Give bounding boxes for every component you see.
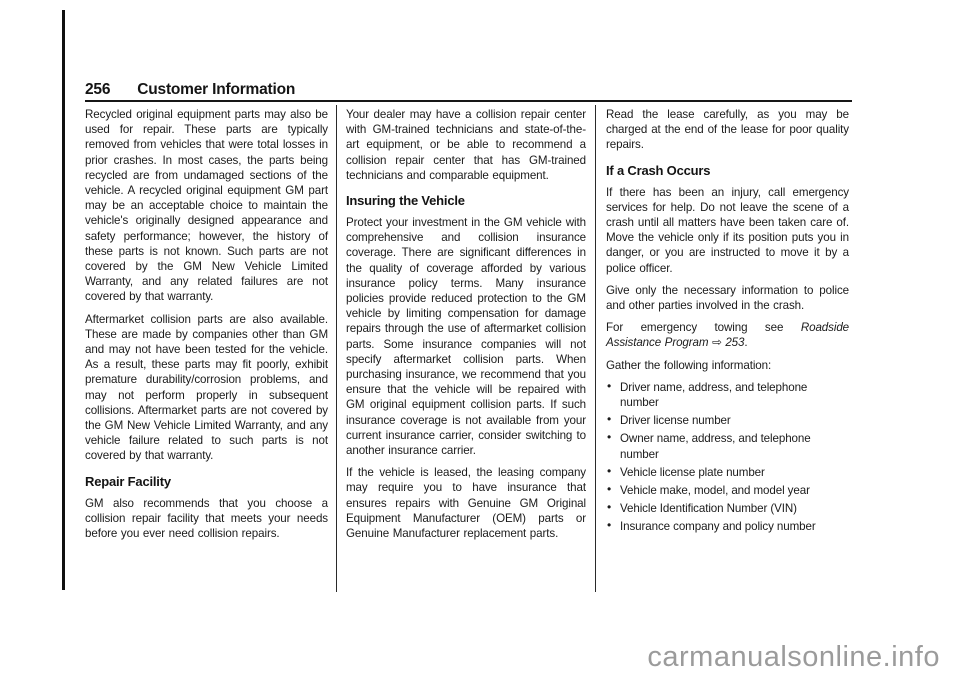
cross-reference-suffix: . bbox=[744, 336, 748, 350]
bullet-icon: • bbox=[607, 430, 612, 445]
list-item-label: Insurance company and policy number bbox=[620, 520, 816, 534]
list-item-insurance-company bbox=[606, 519, 849, 534]
paragraph-leased-vehicle: If the vehicle is leased, the leasing company may require you to have insurance that ensures repairs with Genuine GM Original Equipment Manufacturer (OEM) parts or Genuine Manufacturer replacement parts. bbox=[346, 466, 586, 541]
bullet-icon: • bbox=[607, 412, 612, 427]
page-reference-arrow-icon: ⇨ bbox=[712, 335, 722, 350]
paragraph-insurance-coverage: Protect your investment in the GM vehicle with comprehensive and collision insurance coverage. There are significant differences in the quality of coverage afforded by various insurance policy terms. Many insurance policies provide reduced protection to the GM vehicle by limiting compensation for damage repairs through the use of aftermarket collision parts. Some insurance companies will not specify aftermarket collision parts. When purchasing insurance, we recommend that you ensure that the vehicle will be repaired with GM original equipment collision parts. If such insurance coverage is not available from your current insurance carrier, consider switching to another insurance carrier. bbox=[346, 216, 586, 458]
heading-insuring-the-vehicle: Insuring the Vehicle bbox=[346, 193, 465, 209]
paragraph-dealer-collision-center: Your dealer may have a collision repair center with GM-trained technicians and state-of-the-art equipment, or be able to recommend a collision repair center that has GM-trained technicians and comparable equipment. bbox=[346, 108, 586, 182]
paragraph-aftermarket-parts: Aftermarket collision parts are also available. These are made by companies other than GM and may not have been tested for the vehicle. As a result, these parts may fit poorly, exhibit premature durability/corrosion problems, and may not perform properly in subsequent collisions. Aftermarket parts are not covered by the GM New Vehicle Limited Warranty, and any vehicle failure related to such parts is not covered by that warranty. bbox=[85, 312, 328, 463]
paragraph-crash-instructions: If there has been an injury, call emergency services for help. Do not leave the scene of a crash until all matters have been taken care of. Move the vehicle only if its position puts you in danger, or you are instructed to move it by a police officer. bbox=[606, 185, 849, 275]
list-item-label: Vehicle make, model, and model year bbox=[620, 484, 810, 498]
list-item-vin bbox=[606, 501, 849, 516]
list-item-license-plate bbox=[606, 465, 849, 480]
list-item-make-model bbox=[606, 483, 849, 498]
column-middle bbox=[346, 107, 586, 548]
list-item-driver-license bbox=[606, 413, 849, 428]
bullet-icon: • bbox=[607, 500, 612, 515]
watermark: carmanualsonline.info bbox=[647, 641, 940, 673]
list-item-label: Owner name, address, and telephone number bbox=[620, 432, 811, 461]
bullet-icon: • bbox=[607, 482, 612, 497]
cross-reference-page-number: 253 bbox=[725, 336, 745, 350]
column-left bbox=[85, 107, 328, 548]
bullet-icon: • bbox=[607, 518, 612, 533]
bullet-icon: • bbox=[607, 378, 612, 393]
page-edge-line bbox=[62, 10, 65, 590]
information-list bbox=[606, 380, 849, 535]
heading-repair-facility: Repair Facility bbox=[85, 473, 171, 489]
heading-if-a-crash-occurs: If a Crash Occurs bbox=[606, 162, 711, 178]
list-item-driver-name bbox=[606, 380, 849, 410]
list-item-label: Vehicle license plate number bbox=[620, 465, 765, 479]
column-divider bbox=[336, 105, 337, 592]
cross-reference-title: Roadside Assistance Program bbox=[606, 321, 850, 350]
page-title: Customer Information bbox=[137, 81, 296, 98]
paragraph-gather-information: Gather the following information: bbox=[606, 358, 772, 372]
column-right bbox=[606, 107, 849, 538]
list-item-label: Driver license number bbox=[620, 414, 731, 428]
paragraph-repair-facility: GM also recommends that you choose a collision repair facility that meets your needs before you ever need collision repairs. bbox=[85, 496, 328, 541]
cross-reference-towing bbox=[606, 320, 849, 350]
paragraph-recycled-parts: Recycled original equipment parts may also be used for repair. These parts are typically removed from vehicles that were total losses in prior crashes. In most cases, the parts being recycled are from undamaged sections of the vehicle. A recycled original equipment GM part may be an acceptable choice to maintain the vehicle's originally designed appearance and safety performance; however, the history of these parts is not known. Such parts are not covered by the GM New Vehicle Limited Warranty, and any related failures are not covered by that warranty. bbox=[85, 108, 328, 304]
list-item-owner-name bbox=[606, 431, 849, 461]
page-header bbox=[85, 81, 295, 99]
cross-reference-prefix: For emergency towing see bbox=[606, 321, 784, 335]
list-item-label: Vehicle Identification Number (VIN) bbox=[620, 502, 797, 516]
paragraph-necessary-information: Give only the necessary information to police and other parties involved in the crash. bbox=[606, 283, 849, 313]
paragraph-read-lease: Read the lease carefully, as you may be charged at the end of the lease for poor quality repairs. bbox=[606, 108, 849, 152]
bullet-icon: • bbox=[607, 463, 612, 478]
column-divider bbox=[595, 105, 596, 592]
page-number: 256 bbox=[85, 81, 111, 98]
list-item-label: Driver name, address, and telephone number bbox=[620, 380, 808, 410]
header-rule bbox=[85, 100, 852, 102]
